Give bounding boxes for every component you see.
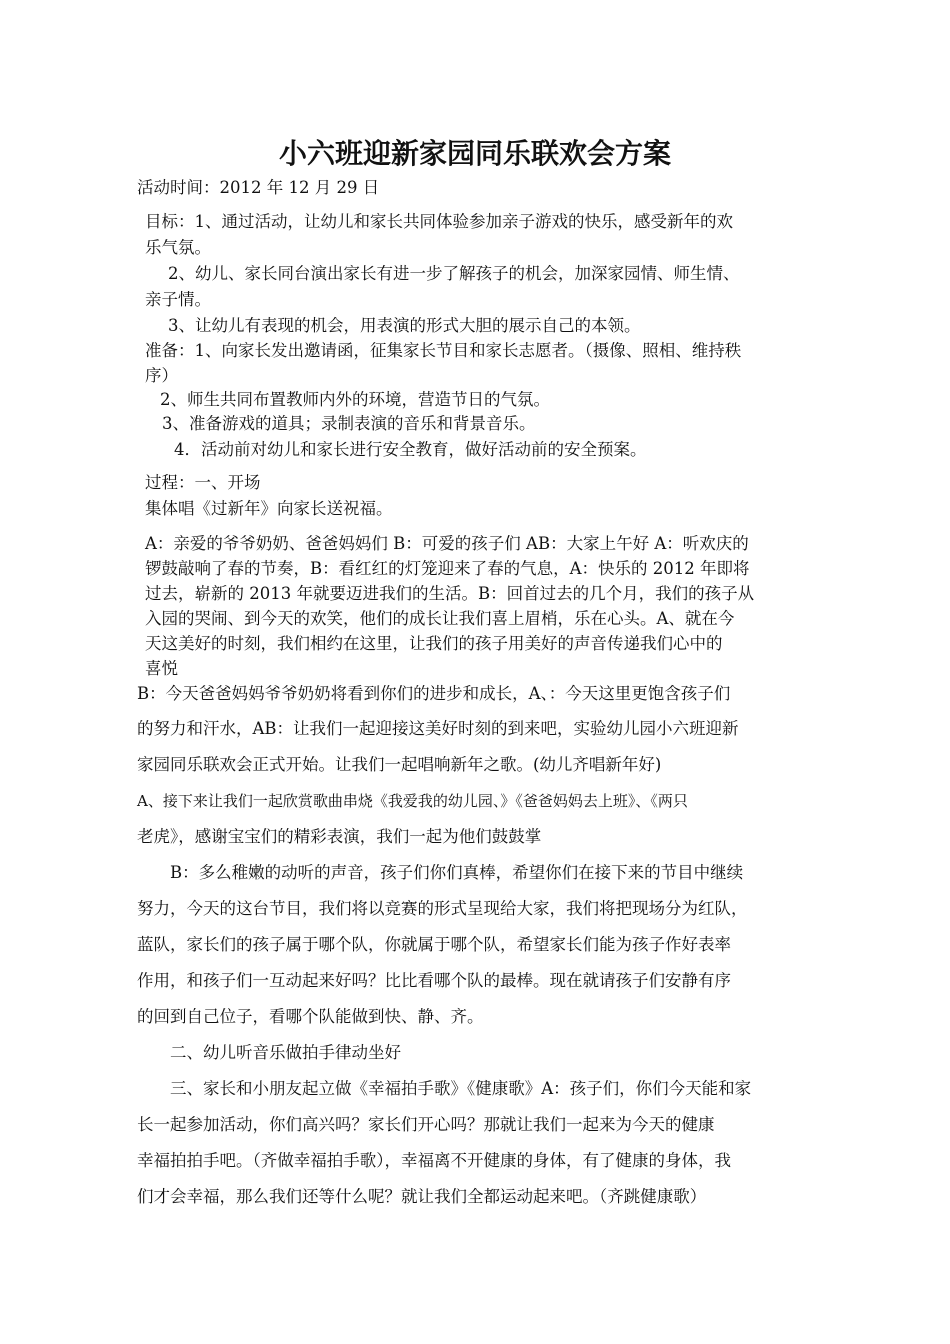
text-line: 过去，崭新的 2013 年就要迈进我们的生活。B：回首过去的几个月，我们的孩子从: [145, 584, 755, 603]
text-line: 二、幼儿听音乐做拍手律动坐好: [170, 1043, 401, 1062]
text-line: 3、让幼儿有表现的机会，用表演的形式大胆的展示自己的本领。: [168, 316, 641, 335]
text-line: B：多么稚嫩的动听的声音，孩子们你们真棒，希望你们在接下来的节目中继续: [170, 863, 744, 882]
text-line: 喜悦: [145, 659, 178, 678]
text-line: 天这美好的时刻，我们相约在这里，让我们的孩子用美好的声音传递我们心中的: [145, 634, 723, 653]
text-line: 幸福拍拍手吧。（齐做幸福拍手歌），幸福离不开健康的身体，有了健康的身体，我: [137, 1151, 731, 1170]
text-line: 的努力和汗水，AB：让我们一起迎接这美好时刻的到来吧，实验幼儿园小六班迎新: [137, 719, 739, 738]
text-line: 2、师生共同布置教师内外的环境，营造节日的气氛。: [160, 390, 550, 409]
text-line: 乐气氛。: [145, 238, 211, 257]
text-line: 锣鼓敲响了春的节奏，B：看红红的灯笼迎来了春的气息，A：快乐的 2012 年即将: [145, 559, 750, 578]
text-line: 亲子情。: [145, 290, 211, 309]
text-line: 的回到自己位子，看哪个队能做到快、静、齐。: [137, 1007, 484, 1026]
text-line: 老虎》，感谢宝宝们的精彩表演，我们一起为他们鼓鼓掌: [137, 827, 542, 846]
text-line: A、接下来让我们一起欣赏歌曲串烧《我爱我的幼儿园、》《爸爸妈妈去上班》、《两只: [137, 792, 688, 810]
text-line: 过程：一、开场: [145, 473, 261, 492]
text-line: 家园同乐联欢会正式开始。让我们一起唱响新年之歌。(幼儿齐唱新年好): [137, 755, 662, 774]
text-line: 准备：1、向家长发出邀请函，征集家长节目和家长志愿者。（摄像、照相、维持秩: [145, 341, 742, 360]
text-line: 三、家长和小朋友起立做《幸福拍手歌》《健康歌》A：孩子们，你们今天能和家: [170, 1079, 752, 1098]
text-line: 目标：1、通过活动，让幼儿和家长共同体验参加亲子游戏的快乐，感受新年的欢: [145, 212, 733, 231]
text-line: 序）: [145, 366, 178, 385]
text-line: 长一起参加活动，你们高兴吗？家长们开心吗？那就让我们一起来为今天的健康: [137, 1115, 715, 1134]
text-line: 蓝队，家长们的孩子属于哪个队，你就属于哪个队，希望家长们能为孩子作好表率: [137, 935, 731, 954]
text-line: 们才会幸福，那么我们还等什么呢？就让我们全都运动起来吧。（齐跳健康歌）: [137, 1187, 707, 1206]
text-line: 作用，和孩子们一互动起来好吗？比比看哪个队的最棒。现在就请孩子们安静有序: [137, 971, 731, 990]
text-line: 4．活动前对幼儿和家长进行安全教育，做好活动前的安全预案。: [174, 440, 647, 459]
document-title: 小六班迎新家园同乐联欢会方案: [278, 137, 671, 170]
text-line: B：今天爸爸妈妈爷爷奶奶将看到你们的进步和成长，A、：今天这里更饱含孩子们: [137, 684, 731, 703]
text-line: 3、准备游戏的道具；录制表演的音乐和背景音乐。: [162, 414, 536, 433]
text-line: 2、幼儿、家长同台演出家长有进一步了解孩子的机会，加深家园情、师生情、: [168, 264, 740, 283]
text-line: 努力，今天的这台节目，我们将以竞赛的形式呈现给大家，我们将把现场分为红队，: [137, 899, 748, 918]
text-line: 入园的哭闹、到今天的欢笑，他们的成长让我们喜上眉梢，乐在心头。A、就在今: [145, 609, 735, 628]
text-line: 集体唱《过新年》向家长送祝福。: [145, 499, 393, 518]
text-line: 活动时间：2012 年 12 月 29 日: [137, 178, 380, 197]
text-line: A：亲爱的爷爷奶奶、爸爸妈妈们 B：可爱的孩子们 AB：大家上午好 A：听欢庆的: [145, 534, 749, 553]
